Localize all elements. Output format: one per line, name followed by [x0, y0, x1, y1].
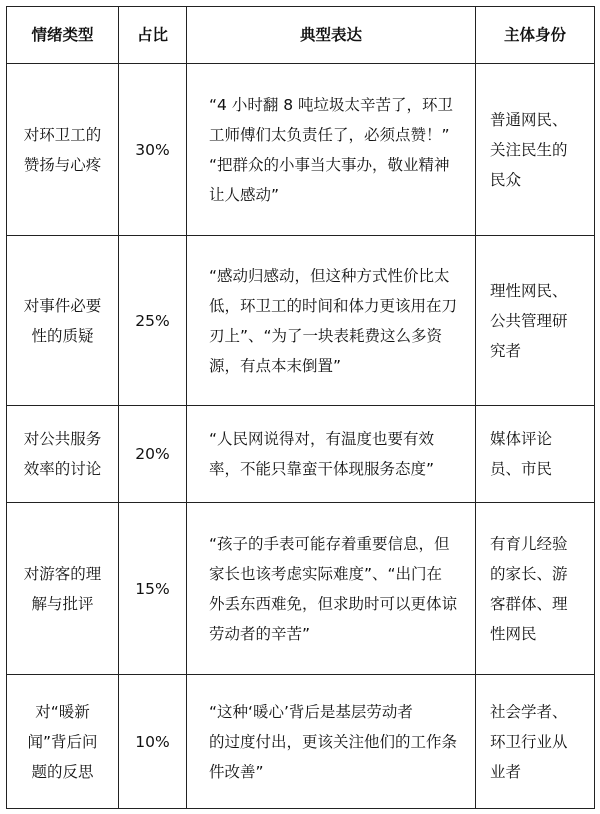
identity-cell: 有育儿经验 的家长、游 客群体、理 性网民	[490, 534, 568, 643]
expression-cell: “人民网说得对，有温度也要有效 率，不能只靠蛮干体现服务态度”	[209, 430, 435, 478]
share-cell: 30%	[135, 140, 170, 159]
emotion-type-cell: 对环卫工的 赞扬与心疼	[23, 125, 102, 174]
emotion-type-cell: 对游客的理 解与批评	[23, 564, 102, 613]
expression-cell: “这种‘暖心’背后是基层劳动者 的过度付出，更该关注他们的工作条 件改善”	[209, 702, 458, 781]
share-cell: 25%	[135, 311, 170, 330]
header-share: 占比	[119, 7, 187, 64]
table-row	[7, 236, 595, 406]
identity-cell: 社会学者、 环卫行业从 业者	[490, 702, 568, 781]
header-typical-expression: 典型表达	[187, 7, 476, 64]
table-row	[7, 406, 595, 503]
expression-cell: “4 小时翻 8 吨垃圾太辛苦了，环卫 工师傅们太负责任了，必须点赞！” “把群众的小事当大事办，敬业精神 让人感动”	[209, 95, 454, 204]
identity-cell: 普通网民、 关注民生的 民众	[490, 110, 568, 189]
expression-cell: “孩子的手表可能存着重要信息，但 家长也该考虑实际难度”、“出门在 外丢东西难免，但求助时可以更体谅 劳动者的辛苦”	[209, 534, 458, 643]
identity-cell: 理性网民、 公共管理研 究者	[490, 281, 568, 360]
emotion-type-cell: 对事件必要 性的质疑	[23, 296, 102, 345]
header-row	[7, 7, 595, 64]
sentiment-table	[6, 6, 595, 809]
table-row	[7, 503, 595, 675]
header-subject-identity: 主体身份	[476, 7, 595, 64]
identity-cell: 媒体评论 员、市民	[490, 430, 553, 478]
expression-cell: “感动归感动，但这种方式性价比太 低，环卫工的时间和体力更该用在刀 刃上”、“为了一块表耗费这么多资 源，有点本末倒置”	[209, 266, 458, 375]
header-emotion-type: 情绪类型	[7, 7, 119, 64]
emotion-type-cell: 对“暖新 闻”背后问 题的反思	[27, 702, 98, 781]
share-cell: 15%	[135, 579, 170, 598]
table-row	[7, 675, 595, 809]
share-cell: 10%	[135, 732, 170, 751]
emotion-type-cell: 对公共服务 效率的讨论	[23, 430, 102, 478]
table-row	[7, 64, 595, 236]
share-cell: 20%	[135, 445, 170, 463]
